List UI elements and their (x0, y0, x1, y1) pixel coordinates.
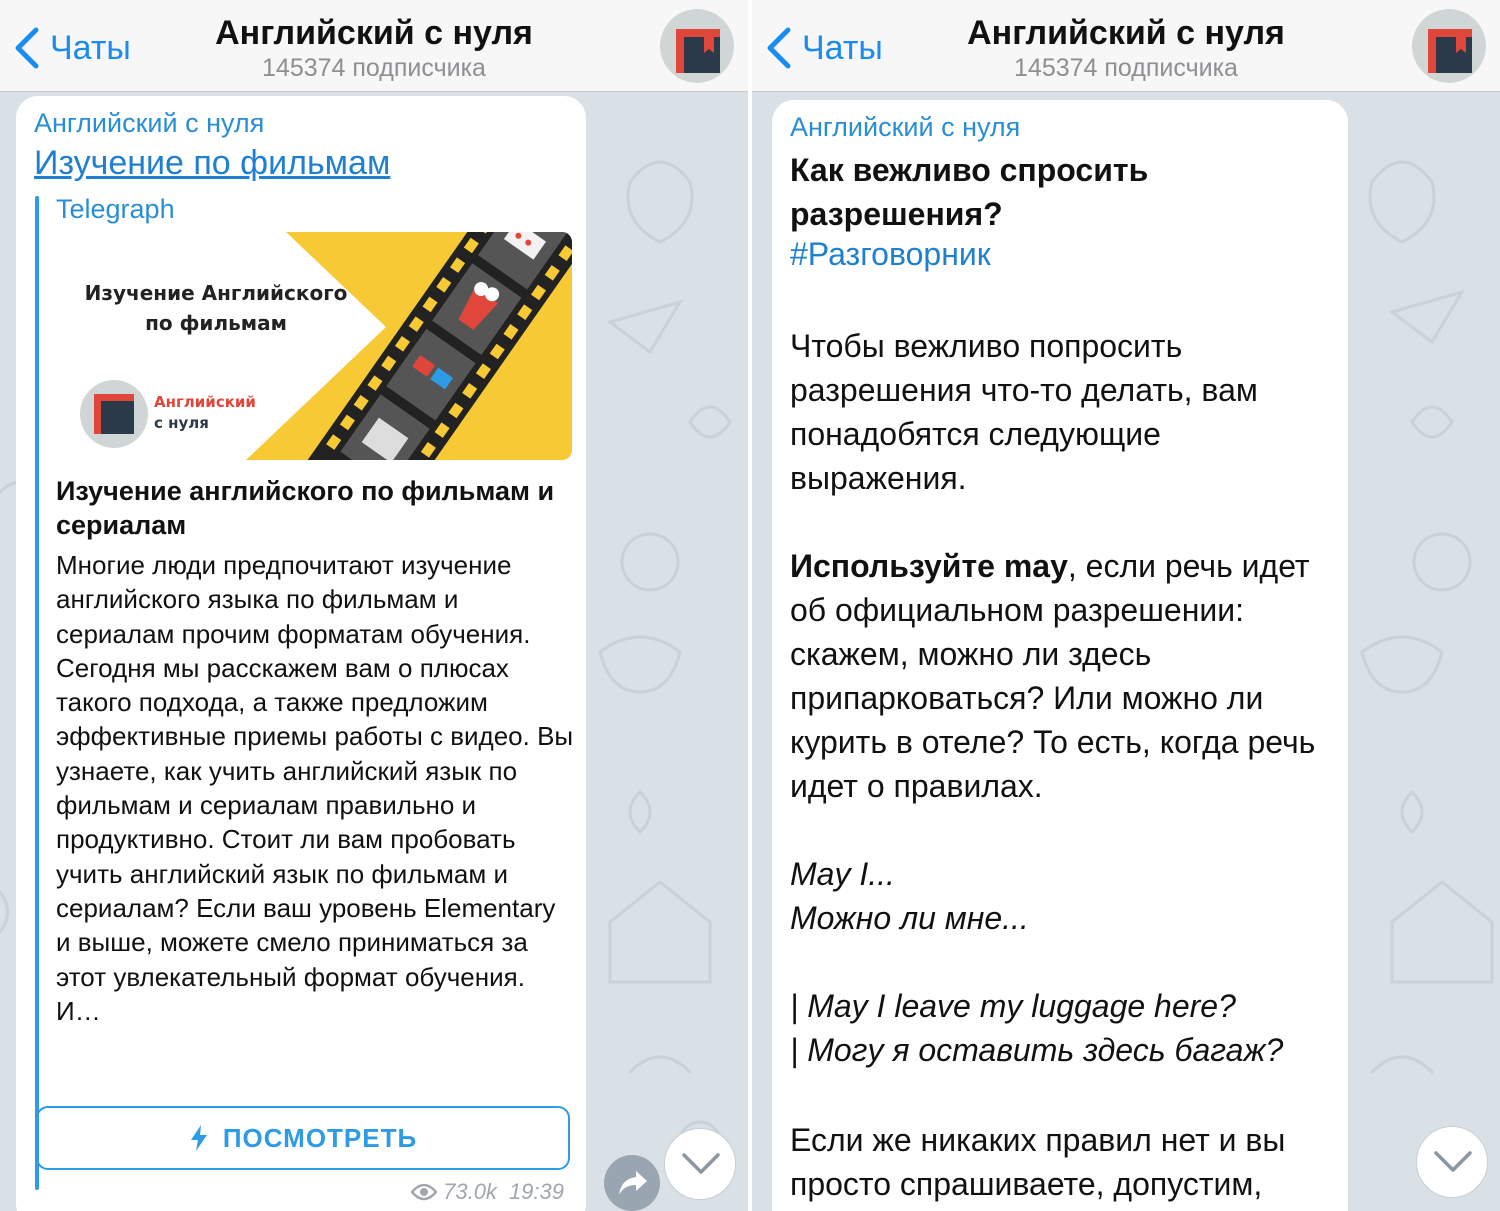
preview-logo-line2: с нуля (154, 414, 209, 432)
preview-heading (66, 278, 366, 338)
channel-title[interactable]: Английский с нуля (967, 14, 1285, 52)
link-preview-image[interactable] (56, 232, 572, 460)
article-link[interactable]: Изучение по фильмам (34, 144, 391, 182)
hashtag-link[interactable]: #Разговорник (790, 236, 991, 272)
bold-phrase: Используйте may (790, 548, 1068, 584)
forward-arrow-icon (618, 1169, 648, 1197)
post-paragraph-5: Если же никаких правил нет и вы просто спрашиваете, допустим, (790, 1122, 1286, 1202)
channel-avatar[interactable] (1412, 9, 1486, 83)
chevron-down-icon (1433, 1149, 1473, 1175)
preview-heading-line2: по фильмам (145, 311, 287, 335)
back-label: Чаты (802, 28, 883, 67)
preview-description: Многие люди предпочитают изучение английского языка по фильмам и сериалам прочим форматам обучения. Сегодня мы расскажем вам о плюсах такого подхода, а также предложим эффективные приемы работы с видео. Вы узнаете, как учить английский язык по фильмам и сериалам правильно и продуктивно. Стоит ли вам пробовать учить английский язык по фильмам и сериалам? Если ваш уровень Elementary и выше, можете смело приниматься за этот увлекательный формат обучения. И… (56, 550, 574, 1026)
message-meta (411, 1179, 564, 1205)
message-time: 19:39 (508, 1179, 564, 1204)
chat-header (752, 0, 1500, 92)
message-bubble (16, 96, 586, 1211)
eye-icon (411, 1183, 437, 1201)
back-label: Чаты (50, 28, 131, 67)
book-logo-icon (1412, 9, 1486, 83)
chevron-down-icon (681, 1151, 721, 1177)
channel-title[interactable]: Английский с нуля (215, 14, 533, 52)
channel-avatar[interactable] (660, 9, 734, 83)
phrase-russian: Можно ли мне... (790, 900, 1029, 936)
link-preview-bar (35, 196, 39, 1190)
lightning-icon (189, 1125, 209, 1151)
preview-logo-line1: Английский (154, 393, 256, 411)
instant-view-label: ПОСМОТРЕТЬ (222, 1122, 418, 1153)
message-author[interactable]: Английский с нуля (34, 108, 265, 138)
link-site-name: Telegraph (56, 194, 175, 224)
example-english: | May I leave my luggage here? (790, 988, 1236, 1024)
share-button[interactable] (604, 1155, 660, 1211)
paragraph-2-text: , если речь идет об официальном разрешении: скажем, можно ли здесь припарковаться? Или можно ли курить в отеле? То есть, когда речь идет о правилах. (790, 548, 1316, 804)
message-bubble (772, 100, 1348, 1211)
instant-view-button[interactable] (36, 1106, 570, 1170)
chat-pane-left (0, 0, 748, 1211)
preview-graphic (56, 232, 572, 460)
preview-logo-text (154, 392, 256, 434)
preview-title: Изучение английского по фильмам и сериалам (56, 476, 555, 540)
post-paragraph-1: Чтобы вежливо попросить разрешения что-то делать, вам понадобятся следующие выражения. (790, 328, 1258, 496)
book-logo-icon (660, 9, 734, 83)
subscriber-count: 145374 подписчика (262, 54, 486, 82)
view-count: 73.0k (443, 1179, 497, 1204)
post-paragraph-2 (790, 544, 1340, 808)
preview-heading-line1: Изучение Английского (84, 281, 348, 305)
phrase-english: May I... (790, 856, 895, 892)
chat-header (0, 0, 748, 92)
example-russian: | Могу я оставить здесь багаж? (790, 1032, 1284, 1068)
scroll-down-button[interactable] (1416, 1126, 1488, 1198)
message-author[interactable]: Английский с нуля (790, 112, 1021, 142)
post-title: Как вежливо спросить разрешения? (790, 152, 1149, 232)
chat-pane-right (752, 0, 1500, 1211)
subscriber-count: 145374 подписчика (1014, 54, 1238, 82)
scroll-down-button[interactable] (664, 1128, 736, 1200)
